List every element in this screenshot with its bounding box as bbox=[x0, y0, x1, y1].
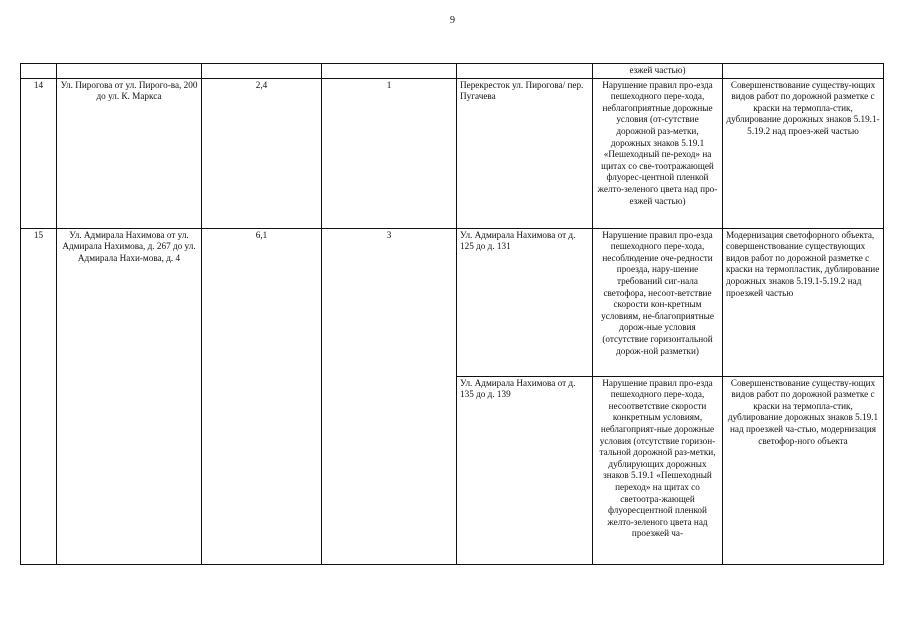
cell-empty bbox=[457, 64, 593, 79]
cell-empty bbox=[57, 64, 202, 79]
cell-measures: Модернизация светофорного объекта, совершенствование существующих видов работ по дорожной разметке с краски на термопластик, дублирование дорожных знаков 5.19.1-5.19.2 над проезжей частью bbox=[723, 228, 884, 376]
cell-location: Перекресток ул. Пирогова/ пер. Пугачева bbox=[457, 78, 593, 228]
continuation-row bbox=[21, 64, 884, 79]
cell-reason: Нарушение правил про-езда пешеходного пере-хода, неблагоприятные дорожные условия (от-сутствие дорожной раз-метки, дорожных знаков 5.19.1 «Пешеходный пе-реход» на щитах со све-тоотражающей флуорес-центной пленкой желто-зеленого цвета над про-езжей частью) bbox=[593, 78, 723, 228]
cell-measures: Совершенствование существу-ющих видов работ по дорожной разметке с краски на термопла-стик, дублирование дорожных знаков 5.19.1-5.19.2 над проез-жей частью bbox=[723, 78, 884, 228]
cell-reason-tail: езжей частью) bbox=[593, 64, 723, 79]
cell-street: Ул. Адмирала Нахимова от ул. Адмирала Нахимова, д. 267 до ул. Адмирала Нахи-мова, д. 4 bbox=[57, 228, 202, 564]
table-row bbox=[21, 78, 884, 228]
cell-location: Ул. Адмирала Нахимова от д. 125 до д. 131 bbox=[457, 228, 593, 376]
page-number: 9 bbox=[450, 15, 455, 26]
data-table bbox=[20, 63, 884, 565]
cell-count: 3 bbox=[322, 228, 457, 564]
cell-empty bbox=[21, 64, 57, 79]
cell-length: 6,1 bbox=[202, 228, 322, 564]
cell-count: 1 bbox=[322, 78, 457, 228]
cell-reason: Нарушение правил про-езда пешеходного пере-хода, несоответствие скорости конкретным условиям, неблагоприят-ные дорожные условия (отсутствие горизон-тальной дорожной раз-метки, дублирующих дорожных знаков 5.19.1 «Пешеходный переход» на щитах со светоотра-жающей флуоресцентной пленкой желто-зеленого цвета над проезжей ча- bbox=[593, 376, 723, 564]
cell-measures: Совершенствование существу-ющих видов работ по дорожной разметке с краски на термопла-стик, дублирование дорожных знаков 5.19.1 над проезжей ча-стью, модернизация светофор-ного объекта bbox=[723, 376, 884, 564]
cell-reason: Нарушение правил про-езда пешеходного пере-хода, несоблюдение оче-редности проезда, нару-шение требований сиг-нала светофора, несоот-ветствие скорости кон-кретным условиям, не-благоприятные дорож-ные условия (отсутствие горизонтальной дорож-ной разметки) bbox=[593, 228, 723, 376]
cell-empty bbox=[322, 64, 457, 79]
cell-empty bbox=[202, 64, 322, 79]
cell-empty bbox=[723, 64, 884, 79]
cell-number: 14 bbox=[21, 78, 57, 228]
cell-number: 15 bbox=[21, 228, 57, 564]
cell-location: Ул. Адмирала Нахимова от д. 135 до д. 139 bbox=[457, 376, 593, 564]
table-row bbox=[21, 228, 884, 376]
cell-length: 2,4 bbox=[202, 78, 322, 228]
cell-street: Ул. Пирогова от ул. Пирого-ва, 200 до ул. К. Маркса bbox=[57, 78, 202, 228]
